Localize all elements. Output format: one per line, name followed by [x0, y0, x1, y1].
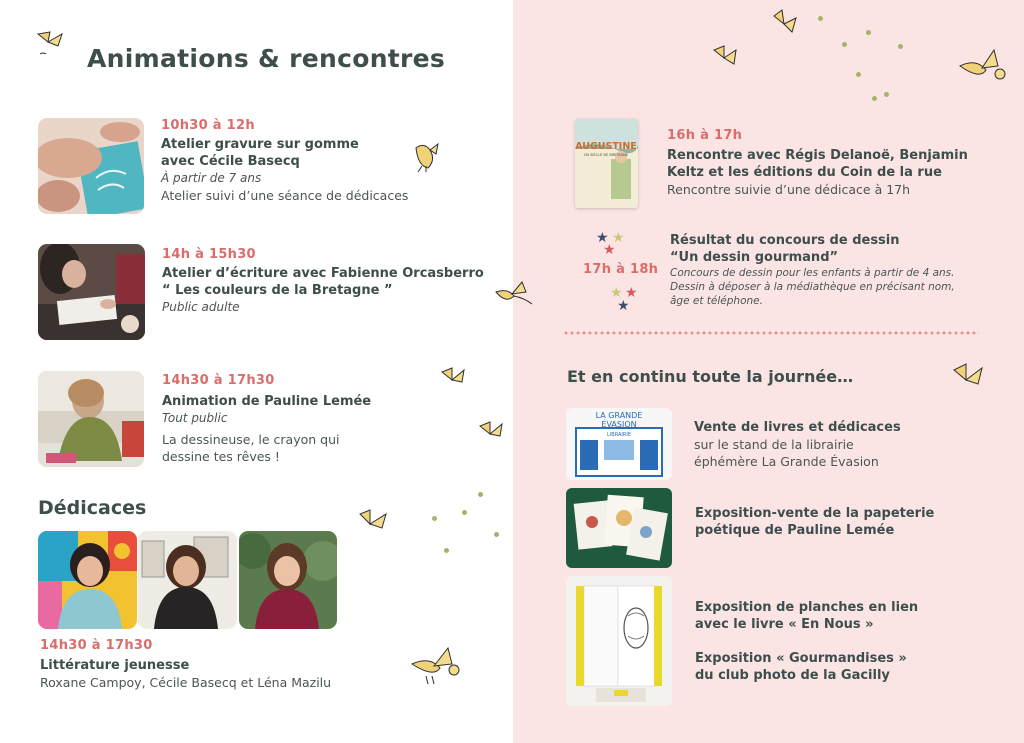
photo-gravure [38, 118, 144, 214]
bird-icon [440, 366, 468, 392]
bird-icon [494, 278, 536, 312]
star-icon: ★ [617, 298, 630, 314]
book-title: AUGUSTINE [575, 141, 637, 152]
continu-item-1 [694, 419, 901, 470]
leaf-dot [898, 44, 903, 49]
bird-icon [712, 44, 740, 72]
bird-icon [952, 362, 986, 394]
leaf-dot [494, 532, 499, 537]
leaf-dot [842, 42, 847, 47]
bird-icon [34, 28, 68, 58]
event-1 [161, 118, 408, 204]
event-4-text: Rencontre suivie d’une dédicace à 17h [667, 182, 911, 197]
star-icon: ★ [610, 285, 623, 301]
event-2 [162, 247, 484, 316]
star-icon: ★ [612, 230, 625, 246]
photo-atelier-ecriture [38, 244, 145, 340]
continu-item-1-text-2: éphémère La Grande Évasion [694, 454, 879, 469]
event-5-title-1: Résultat du concours de dessin [670, 233, 900, 248]
bird-icon [770, 8, 800, 38]
event-3-text-2: dessine tes rêves ! [162, 449, 280, 464]
event-1-sub: À partir de 7 ans [161, 171, 262, 185]
continu-item-2-title-2: poétique de Pauline Lemée [695, 523, 895, 538]
continu-item-2 [695, 505, 934, 539]
leaf-dot [432, 516, 437, 521]
event-4-title-2: Keltz et les éditions du Coin de la rue [667, 165, 942, 180]
leaf-dot [462, 510, 467, 515]
continu-item-1-title: Vente de livres et dédicaces [694, 420, 901, 435]
page-title: Animations & rencontres [87, 44, 446, 73]
dedicaces-info [40, 638, 331, 691]
event-3-title: Animation de Pauline Lemée [162, 394, 372, 409]
leaf-dot [856, 72, 861, 77]
event-4-title-1: Rencontre avec Régis Delanoë, Benjamin [667, 148, 968, 163]
event-2-sub: Public adulte [162, 300, 240, 314]
event-2-title-1: Atelier d’écriture avec Fabienne Orcasberro [162, 266, 484, 281]
event-1-title-1: Atelier gravure sur gomme [161, 137, 359, 152]
leaf-dot [478, 492, 483, 497]
photo-papeterie [566, 488, 672, 568]
photo-pauline-lemee [38, 371, 144, 467]
dedicaces-authors: Roxane Campoy, Cécile Basecq et Léna Mazilu [40, 675, 332, 690]
leaf-dot [872, 96, 877, 101]
event-5-small-1: Concours de dessin pour les enfants à partir de 4 ans. [670, 267, 955, 279]
event-3-time: 14h30 à 17h30 [162, 373, 275, 388]
bird-icon [408, 644, 464, 688]
event-1-title-2: avec Cécile Basecq [161, 154, 300, 169]
continu-item-3 [695, 599, 918, 684]
continu-item-3-title-1: Exposition de planches en lien [695, 600, 919, 615]
event-1-text: Atelier suivi d’une séance de dédicaces [161, 188, 409, 203]
photo-exposition [566, 576, 672, 706]
continu-item-3-title-3: Exposition « Gourmandises » [695, 651, 907, 666]
star-icon: ★ [603, 242, 616, 258]
continu-item-3-title-4: du club photo de la Gacilly [695, 668, 890, 683]
bird-icon [356, 508, 390, 538]
event-2-title-2: “ Les couleurs de la Bretagne ” [162, 283, 393, 298]
star-icon: ★ [596, 230, 609, 246]
event-3-sub: Tout public [162, 411, 228, 425]
dedicaces-category: Littérature jeunesse [40, 658, 190, 673]
leaf-dot [444, 548, 449, 553]
event-1-time: 10h30 à 12h [161, 118, 255, 133]
event-3 [162, 373, 371, 465]
event-5-small-2: Dessin à déposer à la médiathèque en précisant nom, [670, 281, 955, 293]
leaf-dot [884, 92, 889, 97]
logo-line-3: LIBRAIRIE [607, 432, 631, 438]
continu-item-3-title-2: avec le livre « En Nous » [695, 617, 874, 632]
logo-line-2: ÉVASION [601, 420, 637, 429]
book-subtitle: UN SIÈCLE DE BRETAGNE [583, 153, 629, 157]
event-3-text-1: La dessineuse, le crayon qui [162, 432, 340, 447]
leaf-dot [818, 16, 823, 21]
event-2-time: 14h à 15h30 [162, 247, 256, 262]
dedicaces-title: Dédicaces [38, 497, 147, 519]
logo-grande-evasion [566, 408, 672, 480]
photo-cecile-basecq [138, 531, 237, 629]
event-5-time: 17h à 18h [583, 262, 659, 277]
continu-item-2-title-1: Exposition-vente de la papeterie [695, 506, 935, 521]
continu-title: Et en continu toute la journée… [567, 367, 854, 386]
event-5 [670, 232, 955, 308]
event-5-title-2: “Un dessin gourmand” [670, 250, 839, 265]
event-5-small-3: âge et téléphone. [670, 295, 763, 307]
leaf-dot [866, 30, 871, 35]
book-cover-augustine [575, 119, 638, 208]
bird-icon [478, 420, 506, 446]
photo-lena-mazilu [239, 531, 337, 629]
continu-item-1-text-1: sur le stand de la librairie [694, 437, 854, 452]
bird-icon [958, 48, 1010, 90]
logo-line-1: LA GRANDE [595, 411, 643, 420]
event-4-time: 16h à 17h [667, 128, 743, 143]
dedicaces-time: 14h30 à 17h30 [40, 638, 153, 653]
star-icon: ★ [625, 285, 638, 301]
bird-icon [410, 138, 446, 176]
photo-roxane-campoy [38, 531, 137, 629]
dotted-divider [563, 331, 979, 335]
event-4 [667, 128, 968, 198]
